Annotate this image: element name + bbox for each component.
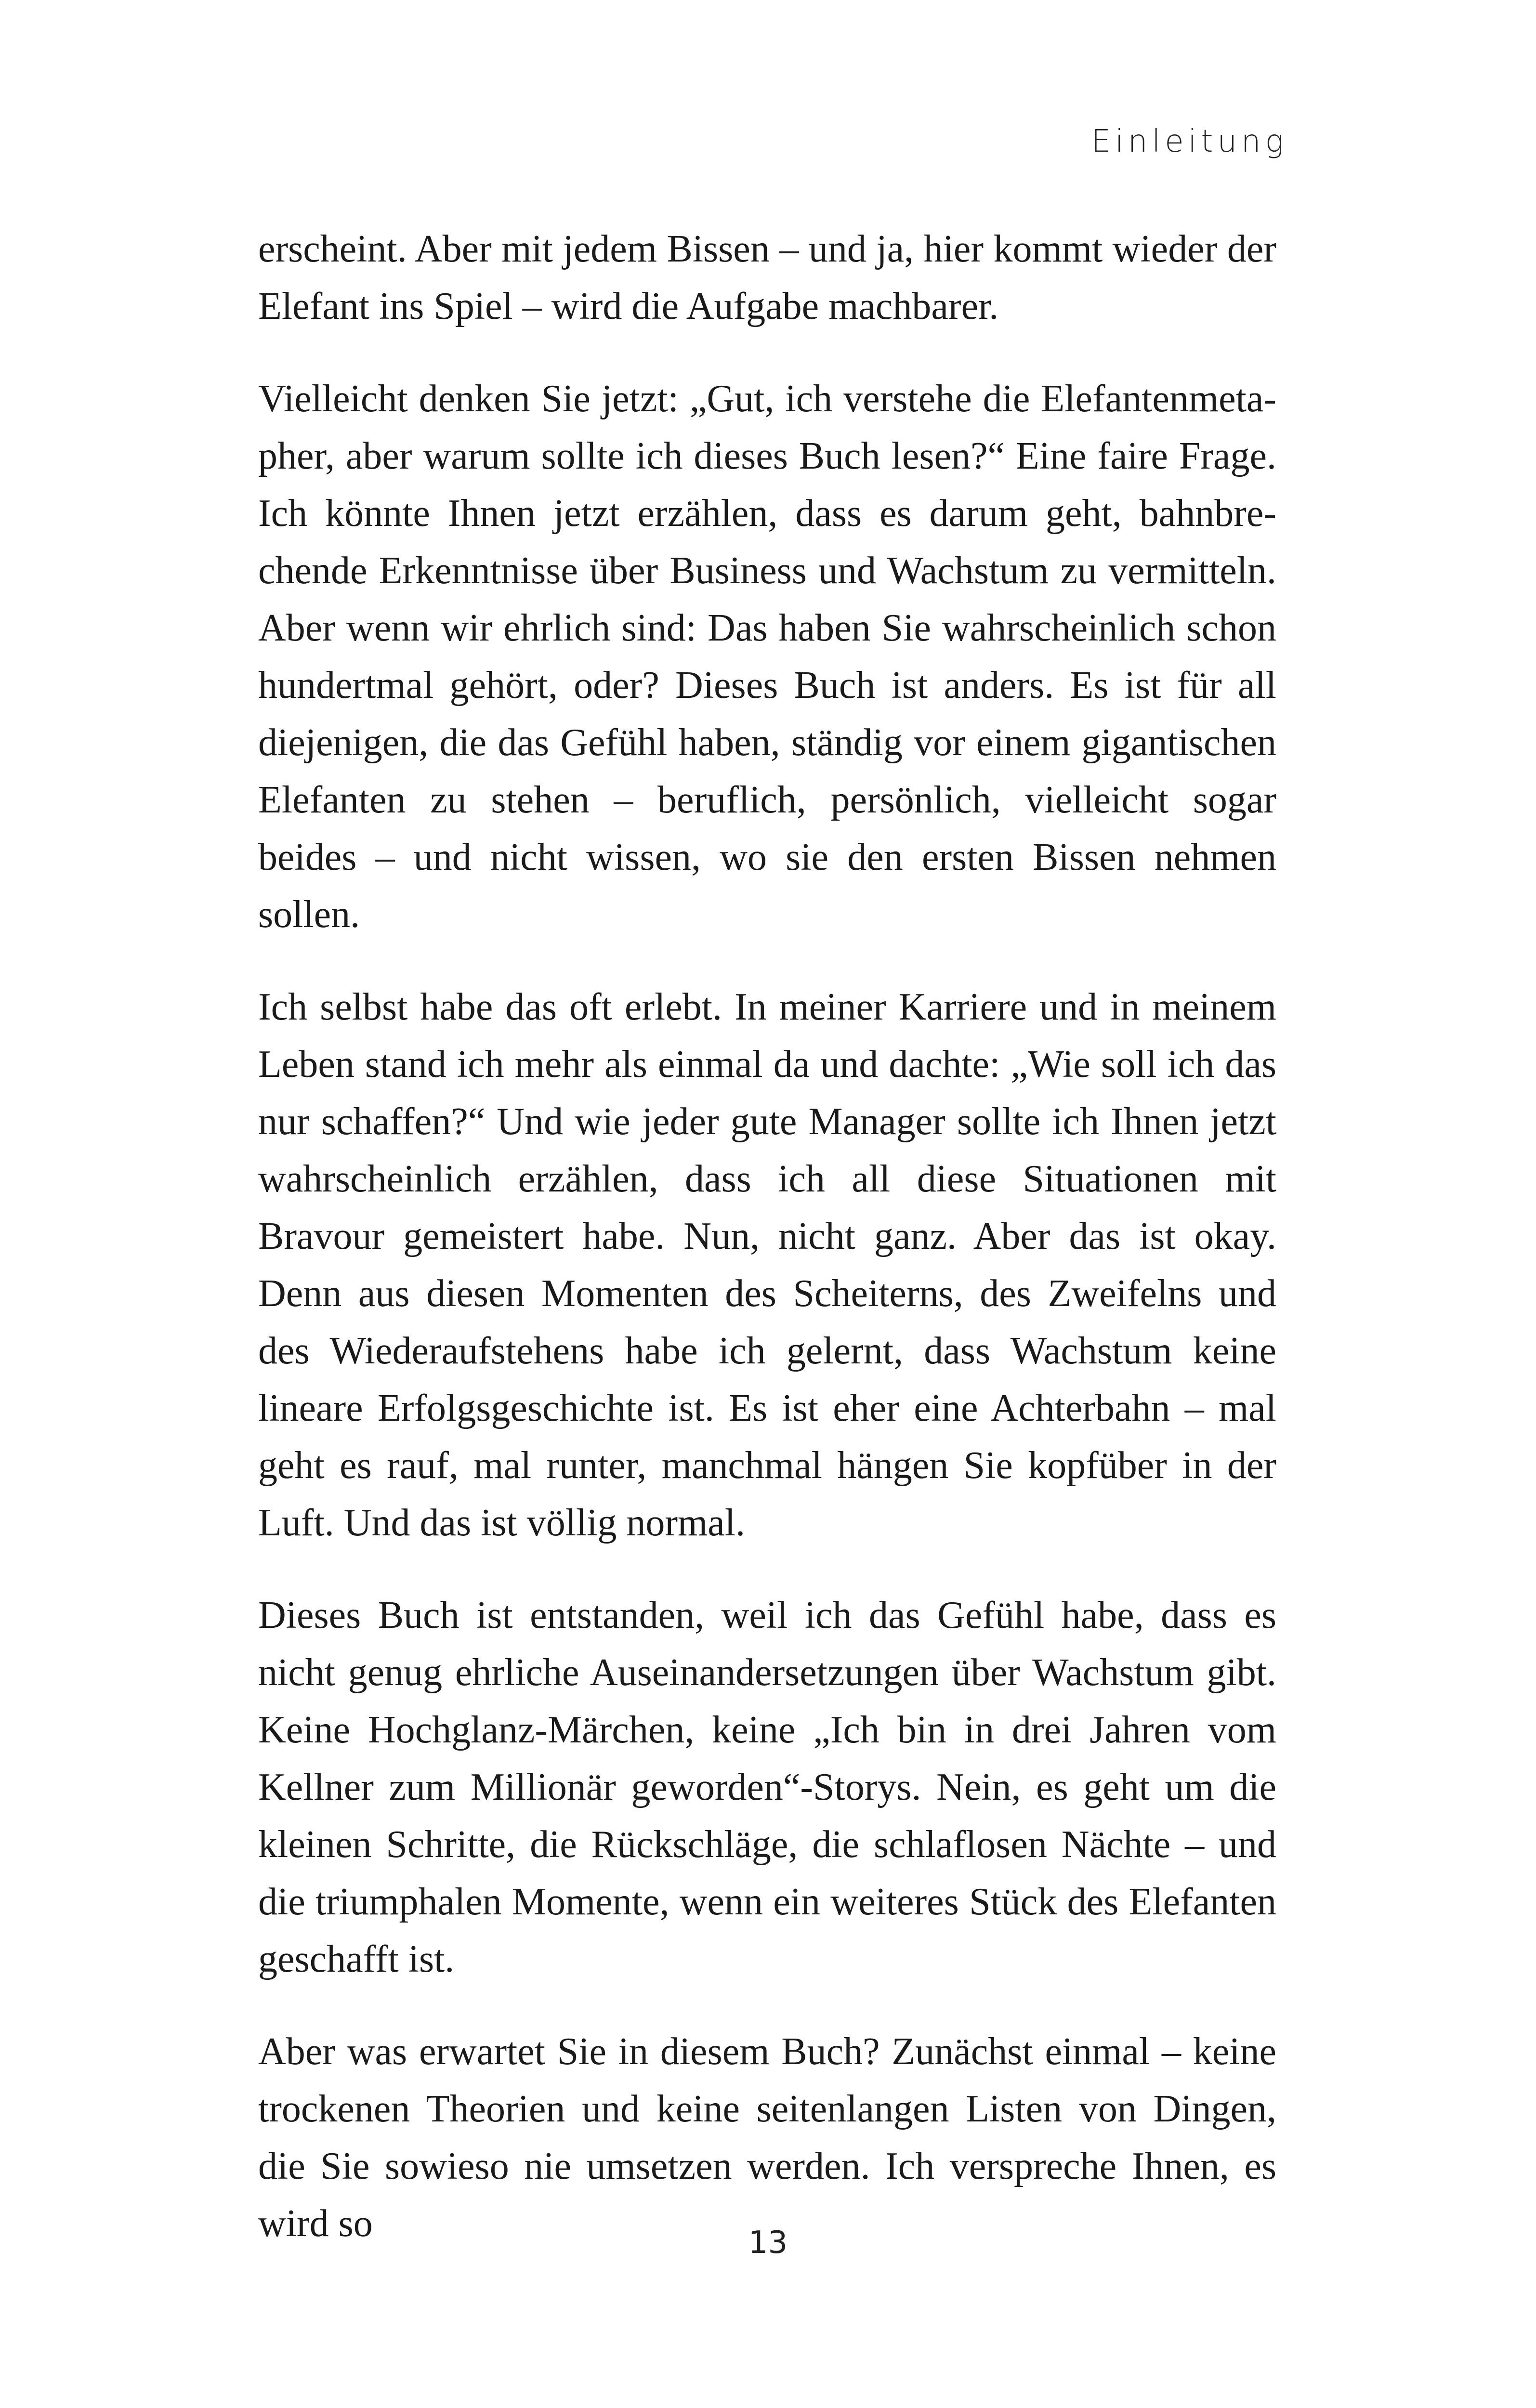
paragraph: Dieses Buch ist entstanden, weil ich das Gefühl habe, dass es nicht genug ehrliche Auseinandersetzungen über Wachstum gibt. Keine Hochglanz-Märchen, keine „Ich bin in drei Jahren vom Kellner zum Millionär geworden“-Storys. Nein, es geht um die kleinen Schritte, die Rückschläge, die schlaflosen Nächte – und die triumphalen Momente, wenn ein weiteres Stück des Elefanten geschafft ist. (258, 1594, 1276, 1980)
page-number: 13 (748, 2225, 788, 2261)
running-head: Einleitung (1091, 124, 1288, 159)
body-text (258, 221, 1276, 2288)
paragraph: Vielleicht denken Sie jetzt: „Gut, ich verstehe die Elefantenmetapher, aber warum sollte ich dieses Buch lesen?“ Eine faire Frage. Ich könnte Ihnen jetzt erzählen, dass es darum geht, bahnbrechende Erkenntnisse über Business und Wachstum zu vermitteln. Aber wenn wir ehrlich sind: Das haben Sie wahrscheinlich schon hundertmal gehört, oder? Dieses Buch ist anders. Es ist für all diejenigen, die das Gefühl haben, ständig vor einem gigantischen Elefanten zu stehen – beruflich, persönlich, vielleicht sogar beides – und nicht wissen, wo sie den ersten Bissen nehmen sollen. (258, 378, 1276, 936)
paragraph: Ich selbst habe das oft erlebt. In meiner Karriere und in meinem Leben stand ich mehr als einmal da und dachte: „Wie soll ich das nur schaffen?“ Und wie jeder gute Manager sollte ich Ihnen jetzt wahrscheinlich erzählen, dass ich all diese Situationen mit Bravour gemeistert habe. Nun, nicht ganz. Aber das ist okay. Denn aus diesen Momenten des Scheiterns, des Zweifelns und des Wiederaufstehens habe ich gelernt, dass Wachstum keine lineare Erfolgsgeschichte ist. Es ist eher eine Achterbahn – mal geht es rauf, mal runter, manchmal hängen Sie kopfüber in der Luft. Und das ist völlig normal. (258, 986, 1276, 1544)
paragraph: Aber was erwartet Sie in diesem Buch? Zunächst einmal – keine trockenen Theorien und keine seitenlangen Listen von Dingen, die Sie sowieso nie umsetzen werden. Ich verspreche Ihnen, es wird so (258, 2030, 1276, 2245)
paragraph: erscheint. Aber mit jedem Bissen – und ja, hier kommt wieder der Elefant ins Spiel – wird die Aufgabe machbarer. (258, 228, 1276, 327)
